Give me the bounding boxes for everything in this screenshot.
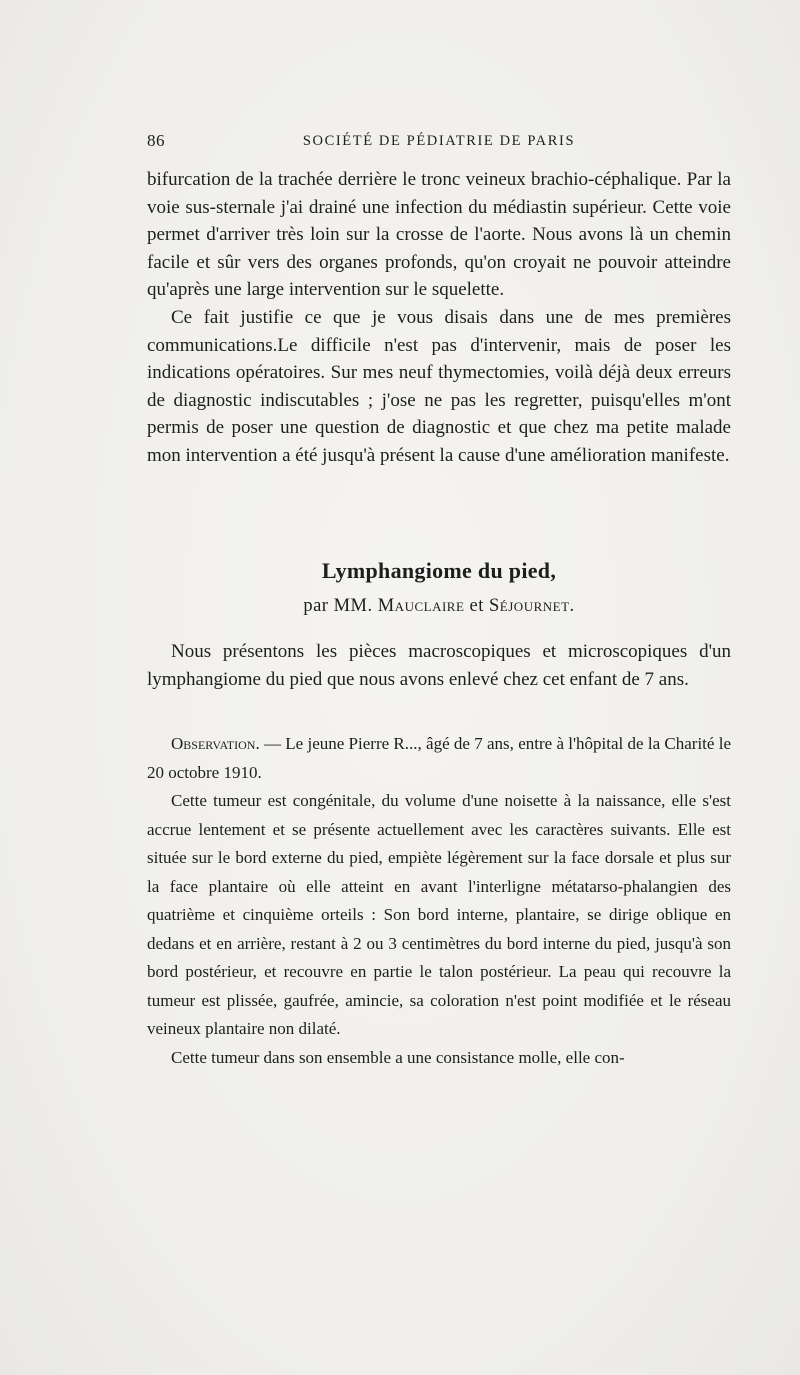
observation-paragraph [147,730,731,787]
intro-paragraph: Ce fait justifie ce que je vous disais dans une de mes premières communications.Le difficile n'est pas d'intervenir, mais de poser les indications opératoires. Sur mes neuf thymectomies, voilà déjà deux erreurs de diagnostic indiscutables ; j'ose ne pas les regretter, puisqu'elles m'ont permis de poser une question de diagnostic et que chez ma petite malade mon intervention a été jusqu'à présent la cause d'une amélioration manifeste. [147,306,731,466]
intro-paragraph: bifurcation de la trachée derrière le tronc veineux brachio-céphalique. Par la voie sus-sternale j'ai drainé une infection du médiastin supérieur. Cette voie permet d'arriver très loin sur la crosse de l'aorte. Nous avons là un chemin facile et sûr vers des organes profonds, qu'on croyait ne pouvoir atteindre qu'après une large intervention sur le squelette. [147,169,731,301]
intro-text [147,166,731,470]
section-text [147,638,731,693]
authors-line [147,596,731,617]
observation-intro: — Le jeune Pierre R..., âgé de 7 ans, entre à l'hôpital de la Charité le 20 octobre 1910. [147,734,731,782]
observation-paragraph: Cette tumeur dans son ensemble a une consistance molle, elle con- [171,1047,625,1067]
authors-prefix: par MM. [303,596,373,616]
author-name: Mauclaire [377,596,465,616]
observation-text [147,730,731,1072]
observation-label: Observation. [171,734,260,753]
authors-joiner: et [469,596,484,616]
author-name: Séjournet. [489,596,575,616]
page-number: 86 [147,131,165,150]
section-title: Lymphangiome du pied, [321,558,557,583]
running-head [147,131,731,155]
section-paragraph: Nous présentons les pièces macroscopiques et microscopiques d'un lymphangiome du pied que nous avons enlevé chez cet enfant de 7 ans. [147,641,731,690]
journal-title: SOCIÉTÉ DE PÉDIATRIE DE PARIS [302,133,576,149]
observation-paragraph: Cette tumeur est congénitale, du volume d'une noisette à la naissance, elle s'est accrue lentement et se présente actuellement avec les caractères suivants. Elle est située sur le bord externe du pied, empiète légèrement sur la face dorsale et plus sur la face plantaire où elle atteint en avant l'interligne métatarso-phalangien des quatrième et cinquième orteils : Son bord interne, plantaire, se dirige oblique en dedans et en arrière, restant à 2 ou 3 centimètres du bord interne du pied, jusqu'à son bord postérieur, et recouvre en partie le talon postérieur. La peau qui recouvre la tumeur est plissée, gaufrée, amincie, sa coloration n'est point modifiée et le réseau veineux plantaire non dilaté. [147,791,731,1038]
